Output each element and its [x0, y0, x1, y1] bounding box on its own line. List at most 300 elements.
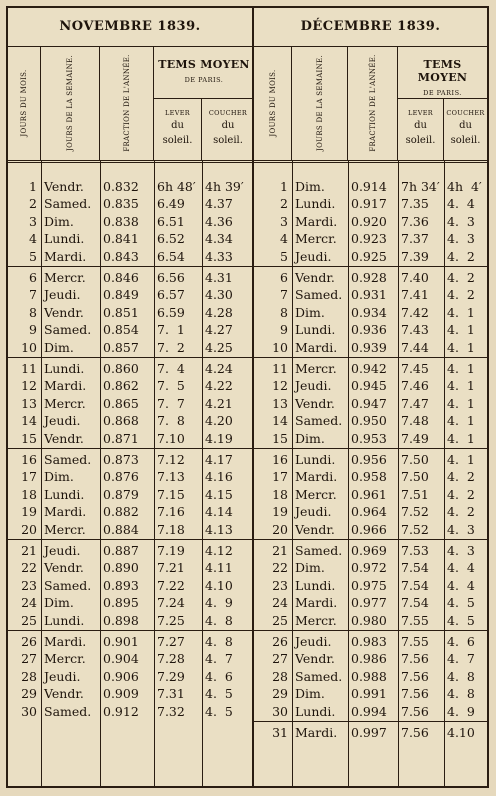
sunset-time: 4. 2	[447, 270, 475, 285]
header-fraction-annee	[348, 46, 398, 160]
sunrise-time: 7.42	[401, 304, 429, 320]
header-fraction-annee	[100, 46, 154, 160]
sunrise-time: 7.55	[401, 634, 429, 649]
table-row	[254, 633, 487, 650]
sunset-time: 4.13	[205, 521, 233, 537]
sunrise-time: 7.54	[401, 595, 429, 611]
weekday: Samed.	[44, 196, 92, 212]
sunrise-time: 7.49	[401, 430, 429, 446]
sunset-time: 4.12	[205, 543, 233, 558]
sunset-time: 4. 1	[447, 378, 475, 394]
header-tems-moyen	[154, 46, 254, 160]
day-number: 4	[280, 231, 288, 247]
year-fraction: 0.920	[351, 213, 387, 229]
day-number: 29	[21, 686, 37, 702]
weekday: Mardi.	[295, 725, 338, 740]
group-rule	[254, 266, 487, 267]
weekday: Dim.	[295, 430, 325, 446]
sunset-time: 4. 3	[447, 213, 475, 229]
table-row	[8, 377, 252, 394]
year-fraction: 0.975	[351, 577, 387, 593]
group-rule	[254, 721, 487, 722]
sunset-time: 4. 7	[205, 651, 233, 667]
weekday: Mardi.	[44, 504, 87, 520]
sunrise-time: 7.39	[401, 248, 429, 264]
header-jours-du-mois-text: JOURS DU MOIS.	[268, 69, 277, 137]
day-number: 5	[29, 248, 37, 264]
weekday: Vendr.	[44, 179, 84, 194]
year-fraction: 0.854	[103, 322, 139, 338]
group-rule	[8, 539, 252, 540]
sunset-time: 4.36	[205, 213, 233, 229]
sunset-time: 4. 2	[447, 248, 475, 264]
year-fraction: 0.904	[103, 651, 139, 667]
month-december	[254, 8, 487, 786]
table-row	[254, 304, 487, 321]
sunrise-time: 7.48	[401, 413, 429, 429]
table-row	[254, 486, 487, 503]
weekday: Lundi.	[44, 361, 85, 376]
year-fraction: 0.983	[351, 634, 387, 649]
sunset-time: 4. 4	[447, 196, 475, 212]
weekday: Dim.	[295, 686, 325, 702]
header-lever	[154, 98, 202, 160]
weekday: Dim.	[295, 304, 325, 320]
day-number: 25	[272, 612, 288, 628]
sunrise-time: 7.43	[401, 322, 429, 338]
day-number: 12	[272, 378, 288, 394]
weekday: Dim.	[44, 469, 74, 485]
day-number: 5	[280, 248, 288, 264]
sunset-time: 4. 5	[447, 595, 475, 611]
sunrise-time: 7.40	[401, 270, 429, 285]
day-number: 15	[272, 430, 288, 446]
weekday: Jeudi.	[44, 413, 81, 429]
sunrise-time: 7. 2	[157, 339, 185, 355]
table-row	[254, 703, 487, 720]
sunrise-time: 6h 48′	[157, 179, 196, 194]
year-fraction: 0.906	[103, 668, 139, 684]
table-row	[254, 685, 487, 702]
year-fraction: 0.966	[351, 521, 387, 537]
year-fraction: 0.857	[103, 339, 139, 355]
table-row	[254, 412, 487, 429]
day-number: 21	[272, 543, 288, 558]
sunrise-time: 7.52	[401, 521, 429, 537]
weekday: Mercr.	[295, 612, 337, 628]
year-fraction: 0.972	[351, 560, 387, 576]
sunset-time: 4.11	[205, 560, 233, 576]
table-row	[8, 286, 252, 303]
weekday: Jeudi.	[295, 248, 332, 264]
sunrise-time: 6.59	[157, 304, 185, 320]
sunrise-time: 6.51	[157, 213, 185, 229]
day-number: 20	[272, 521, 288, 537]
header-coucher	[444, 98, 487, 160]
table-row	[8, 430, 252, 447]
sunrise-time: 7.27	[157, 634, 185, 649]
header-coucher-word: du	[221, 120, 235, 131]
year-fraction: 0.986	[351, 651, 387, 667]
day-number: 15	[21, 430, 37, 446]
sunset-time: 4.34	[205, 231, 233, 247]
day-number: 1	[280, 179, 288, 194]
year-fraction: 0.849	[103, 287, 139, 303]
table-row	[254, 724, 487, 741]
sunrise-time: 7.24	[157, 595, 185, 611]
weekday: Mercr.	[44, 395, 86, 411]
sunset-time: 4. 5	[205, 686, 233, 702]
weekday: Vendr.	[295, 395, 335, 411]
table-row	[254, 360, 487, 377]
table-row	[8, 321, 252, 338]
sunrise-time: 7.35	[401, 196, 429, 212]
sunset-time: 4. 9	[447, 703, 475, 719]
sunset-time: 4. 8	[447, 686, 475, 702]
sunset-time: 4.31	[205, 270, 233, 285]
sunset-time: 4. 8	[205, 634, 233, 649]
sunset-time: 4.15	[205, 486, 233, 502]
table-row	[8, 468, 252, 485]
table-row	[254, 521, 487, 538]
de-paris-label: DE PARIS.	[423, 89, 462, 97]
sunrise-time: 7.56	[401, 686, 429, 702]
table-row	[254, 195, 487, 212]
weekday: Samed.	[295, 668, 343, 684]
year-fraction: 0.884	[103, 521, 139, 537]
year-fraction: 0.868	[103, 413, 139, 429]
year-fraction: 0.841	[103, 231, 139, 247]
weekday: Mercr.	[295, 231, 337, 247]
sunset-time: 4. 1	[447, 430, 475, 446]
header-coucher	[202, 98, 254, 160]
day-number: 6	[29, 270, 37, 285]
year-fraction: 0.843	[103, 248, 139, 264]
sunset-time: 4. 1	[447, 339, 475, 355]
day-number: 24	[21, 595, 37, 611]
header-jours-de-la-semaine-text: JOURS DE LA SEMAINE.	[66, 55, 74, 151]
year-fraction: 0.865	[103, 395, 139, 411]
table-row	[8, 230, 252, 247]
sunset-time: 4. 2	[447, 504, 475, 520]
de-paris-label: DE PARIS.	[184, 76, 224, 84]
weekday: Dim.	[295, 560, 325, 576]
sunrise-time: 6.57	[157, 287, 185, 303]
sunrise-time: 6.56	[157, 270, 185, 285]
sunset-time: 4.22	[205, 378, 233, 394]
sunrise-time: 7.25	[157, 612, 185, 628]
sunrise-time: 7.54	[401, 577, 429, 593]
year-fraction: 0.980	[351, 612, 387, 628]
sunrise-time: 7.15	[157, 486, 185, 502]
sunrise-time: 7.56	[401, 651, 429, 667]
weekday: Dim.	[295, 179, 325, 194]
sunrise-time: 7h 34′	[401, 179, 440, 194]
header-coucher-word: soleil.	[450, 135, 481, 146]
weekday: Dim.	[44, 213, 74, 229]
day-number: 10	[21, 339, 37, 355]
day-number: 3	[280, 213, 288, 229]
month-title: DÉCEMBRE 1839.	[254, 8, 487, 47]
year-fraction: 0.879	[103, 486, 139, 502]
year-fraction: 0.912	[103, 703, 139, 719]
day-number: 23	[272, 577, 288, 593]
sunrise-time: 7.50	[401, 469, 429, 485]
day-number: 7	[29, 287, 37, 303]
weekday: Mardi.	[295, 469, 338, 485]
year-fraction: 0.953	[351, 430, 387, 446]
year-fraction: 0.876	[103, 469, 139, 485]
header-lever-word: LEVER	[408, 109, 433, 117]
day-number: 8	[29, 304, 37, 320]
sunset-time: 4h 39′	[205, 179, 244, 194]
sunrise-time: 7.41	[401, 287, 429, 303]
table-row	[254, 321, 487, 338]
weekday: Vendr.	[295, 270, 335, 285]
year-fraction: 0.936	[351, 322, 387, 338]
weekday: Samed.	[295, 413, 343, 429]
sunrise-time: 7.50	[401, 452, 429, 467]
table-row	[254, 377, 487, 394]
year-fraction: 0.860	[103, 361, 139, 376]
table-row	[254, 286, 487, 303]
day-number: 16	[21, 452, 37, 467]
group-rule	[254, 630, 487, 631]
year-fraction: 0.939	[351, 339, 387, 355]
table-row	[8, 559, 252, 576]
table-row	[8, 668, 252, 685]
sunset-time: 4. 2	[447, 486, 475, 502]
header-jours-de-la-semaine	[292, 46, 348, 160]
sunset-time: 4. 2	[447, 287, 475, 303]
table-row	[254, 668, 487, 685]
sunrise-time: 7.13	[157, 469, 185, 485]
table-row	[8, 412, 252, 429]
table-row	[254, 451, 487, 468]
year-fraction: 0.961	[351, 486, 387, 502]
day-number: 29	[272, 686, 288, 702]
weekday: Samed.	[44, 703, 92, 719]
day-number: 19	[21, 504, 37, 520]
year-fraction: 0.871	[103, 430, 139, 446]
sunset-time: 4. 3	[447, 543, 475, 558]
day-number: 30	[21, 703, 37, 719]
weekday: Mardi.	[44, 378, 87, 394]
day-number: 27	[21, 651, 37, 667]
day-number: 16	[272, 452, 288, 467]
tems-moyen-label: TEMS MOYEN	[158, 58, 250, 71]
day-number: 2	[280, 196, 288, 212]
sunset-time: 4.27	[205, 322, 233, 338]
day-number: 19	[272, 504, 288, 520]
weekday: Vendr.	[44, 560, 84, 576]
weekday: Samed.	[295, 543, 343, 558]
tems-moyen-title	[154, 46, 254, 99]
table-row	[254, 503, 487, 520]
sunset-time: 4.21	[205, 395, 233, 411]
day-number: 31	[272, 725, 288, 740]
header-jours-du-mois	[254, 46, 292, 160]
weekday: Samed.	[295, 287, 343, 303]
sunset-time: 4. 2	[447, 469, 475, 485]
table-row	[254, 339, 487, 356]
year-fraction: 0.977	[351, 595, 387, 611]
header-lever-word: soleil.	[162, 135, 193, 146]
sunrise-time: 7. 7	[157, 395, 185, 411]
weekday: Jeudi.	[44, 668, 81, 684]
year-fraction: 0.942	[351, 361, 387, 376]
year-fraction: 0.928	[351, 270, 387, 285]
sunset-time: 4. 1	[447, 413, 475, 429]
year-fraction: 0.969	[351, 543, 387, 558]
header-fraction-annee-text: FRACTION DE L'ANNÉE.	[368, 54, 377, 152]
table-row	[254, 577, 487, 594]
table-row	[254, 559, 487, 576]
weekday: Mercr.	[295, 361, 337, 376]
year-fraction: 0.958	[351, 469, 387, 485]
weekday: Lundi.	[295, 322, 336, 338]
table-row	[254, 468, 487, 485]
table-row	[8, 612, 252, 629]
header-tems-moyen	[398, 46, 487, 160]
table-row	[254, 612, 487, 629]
weekday: Mardi.	[295, 339, 338, 355]
sunset-time: 4. 1	[447, 322, 475, 338]
table-row	[8, 685, 252, 702]
table-row	[8, 486, 252, 503]
table-row	[254, 542, 487, 559]
weekday: Vendr.	[44, 686, 84, 702]
sunrise-time: 7.32	[157, 703, 185, 719]
sunrise-time: 6.52	[157, 231, 185, 247]
table-row	[8, 213, 252, 230]
group-rule	[254, 539, 487, 540]
day-number: 9	[29, 322, 37, 338]
sunset-time: 4. 5	[447, 612, 475, 628]
sunrise-time: 7.21	[157, 560, 185, 576]
header-lever-word: du	[414, 120, 427, 131]
year-fraction: 0.895	[103, 595, 139, 611]
sunrise-time: 7.44	[401, 339, 429, 355]
group-rule	[8, 357, 252, 358]
table-row	[8, 521, 252, 538]
table-row	[8, 360, 252, 377]
sunrise-time: 7. 4	[157, 361, 185, 376]
day-number: 24	[272, 595, 288, 611]
table-row	[8, 451, 252, 468]
day-number: 22	[272, 560, 288, 576]
header-double-rule	[254, 160, 487, 163]
day-number: 9	[280, 322, 288, 338]
sunrise-time: 7.46	[401, 378, 429, 394]
sunset-time: 4. 3	[447, 521, 475, 537]
sunset-time: 4. 5	[205, 703, 233, 719]
group-rule	[254, 357, 487, 358]
weekday: Mercr.	[44, 651, 86, 667]
sunset-time: 4.10	[447, 725, 475, 740]
sunset-time: 4. 3	[447, 231, 475, 247]
weekday: Lundi.	[295, 577, 336, 593]
header-double-rule	[8, 160, 252, 163]
month-title: NOVEMBRE 1839.	[8, 8, 252, 47]
header-coucher-word: soleil.	[213, 135, 243, 146]
sunset-time: 4. 1	[447, 452, 475, 467]
group-rule	[8, 448, 252, 449]
sunrise-time: 7. 5	[157, 378, 185, 394]
table-row	[254, 213, 487, 230]
day-number: 11	[21, 361, 37, 376]
sunrise-time: 7.47	[401, 395, 429, 411]
weekday: Lundi.	[295, 196, 336, 212]
tems-moyen-label: TEMS MOYEN	[417, 58, 468, 84]
day-number: 17	[272, 469, 288, 485]
sunrise-time: 7.28	[157, 651, 185, 667]
sunrise-time: 7.52	[401, 504, 429, 520]
sunrise-time: 7.55	[401, 612, 429, 628]
group-rule	[8, 630, 252, 631]
weekday: Samed.	[44, 322, 92, 338]
sunset-time: 4. 9	[205, 595, 233, 611]
sunrise-time: 7. 1	[157, 322, 185, 338]
year-fraction: 0.835	[103, 196, 139, 212]
day-number: 3	[29, 213, 37, 229]
weekday: Lundi.	[44, 231, 85, 247]
sunset-time: 4. 7	[447, 651, 475, 667]
year-fraction: 0.838	[103, 213, 139, 229]
weekday: Lundi.	[295, 452, 336, 467]
year-fraction: 0.988	[351, 668, 387, 684]
sunset-time: 4.33	[205, 248, 233, 264]
year-fraction: 0.901	[103, 634, 139, 649]
sunset-time: 4.10	[205, 577, 233, 593]
weekday: Dim.	[44, 339, 74, 355]
table-row	[8, 503, 252, 520]
sunset-time: 4. 1	[447, 304, 475, 320]
day-number: 13	[272, 395, 288, 411]
sunset-time: 4. 4	[447, 560, 475, 576]
weekday: Samed.	[44, 577, 92, 593]
sunset-time: 4. 8	[447, 668, 475, 684]
table-row	[8, 195, 252, 212]
table-row	[8, 594, 252, 611]
day-number: 26	[21, 634, 37, 649]
header-coucher-word: du	[459, 120, 472, 131]
day-number: 28	[21, 668, 37, 684]
weekday: Mercr.	[295, 486, 337, 502]
sunset-time: 4. 1	[447, 361, 475, 376]
weekday: Mardi.	[44, 248, 87, 264]
day-number: 20	[21, 521, 37, 537]
table-row	[254, 178, 487, 195]
year-fraction: 0.947	[351, 395, 387, 411]
sunset-time: 4.14	[205, 504, 233, 520]
header-coucher-word: COUCHER	[208, 109, 248, 117]
weekday: Mercr.	[44, 270, 86, 285]
sunset-time: 4. 1	[447, 395, 475, 411]
sunrise-time: 7. 8	[157, 413, 185, 429]
day-number: 4	[29, 231, 37, 247]
year-fraction: 0.931	[351, 287, 387, 303]
year-fraction: 0.873	[103, 452, 139, 467]
sunrise-time: 7.10	[157, 430, 185, 446]
year-fraction: 0.851	[103, 304, 139, 320]
weekday: Lundi.	[44, 612, 85, 628]
day-number: 18	[272, 486, 288, 502]
year-fraction: 0.846	[103, 270, 139, 285]
almanac-page	[6, 6, 489, 788]
header-coucher-word: COUCHER	[446, 109, 485, 117]
table-row	[254, 269, 487, 286]
